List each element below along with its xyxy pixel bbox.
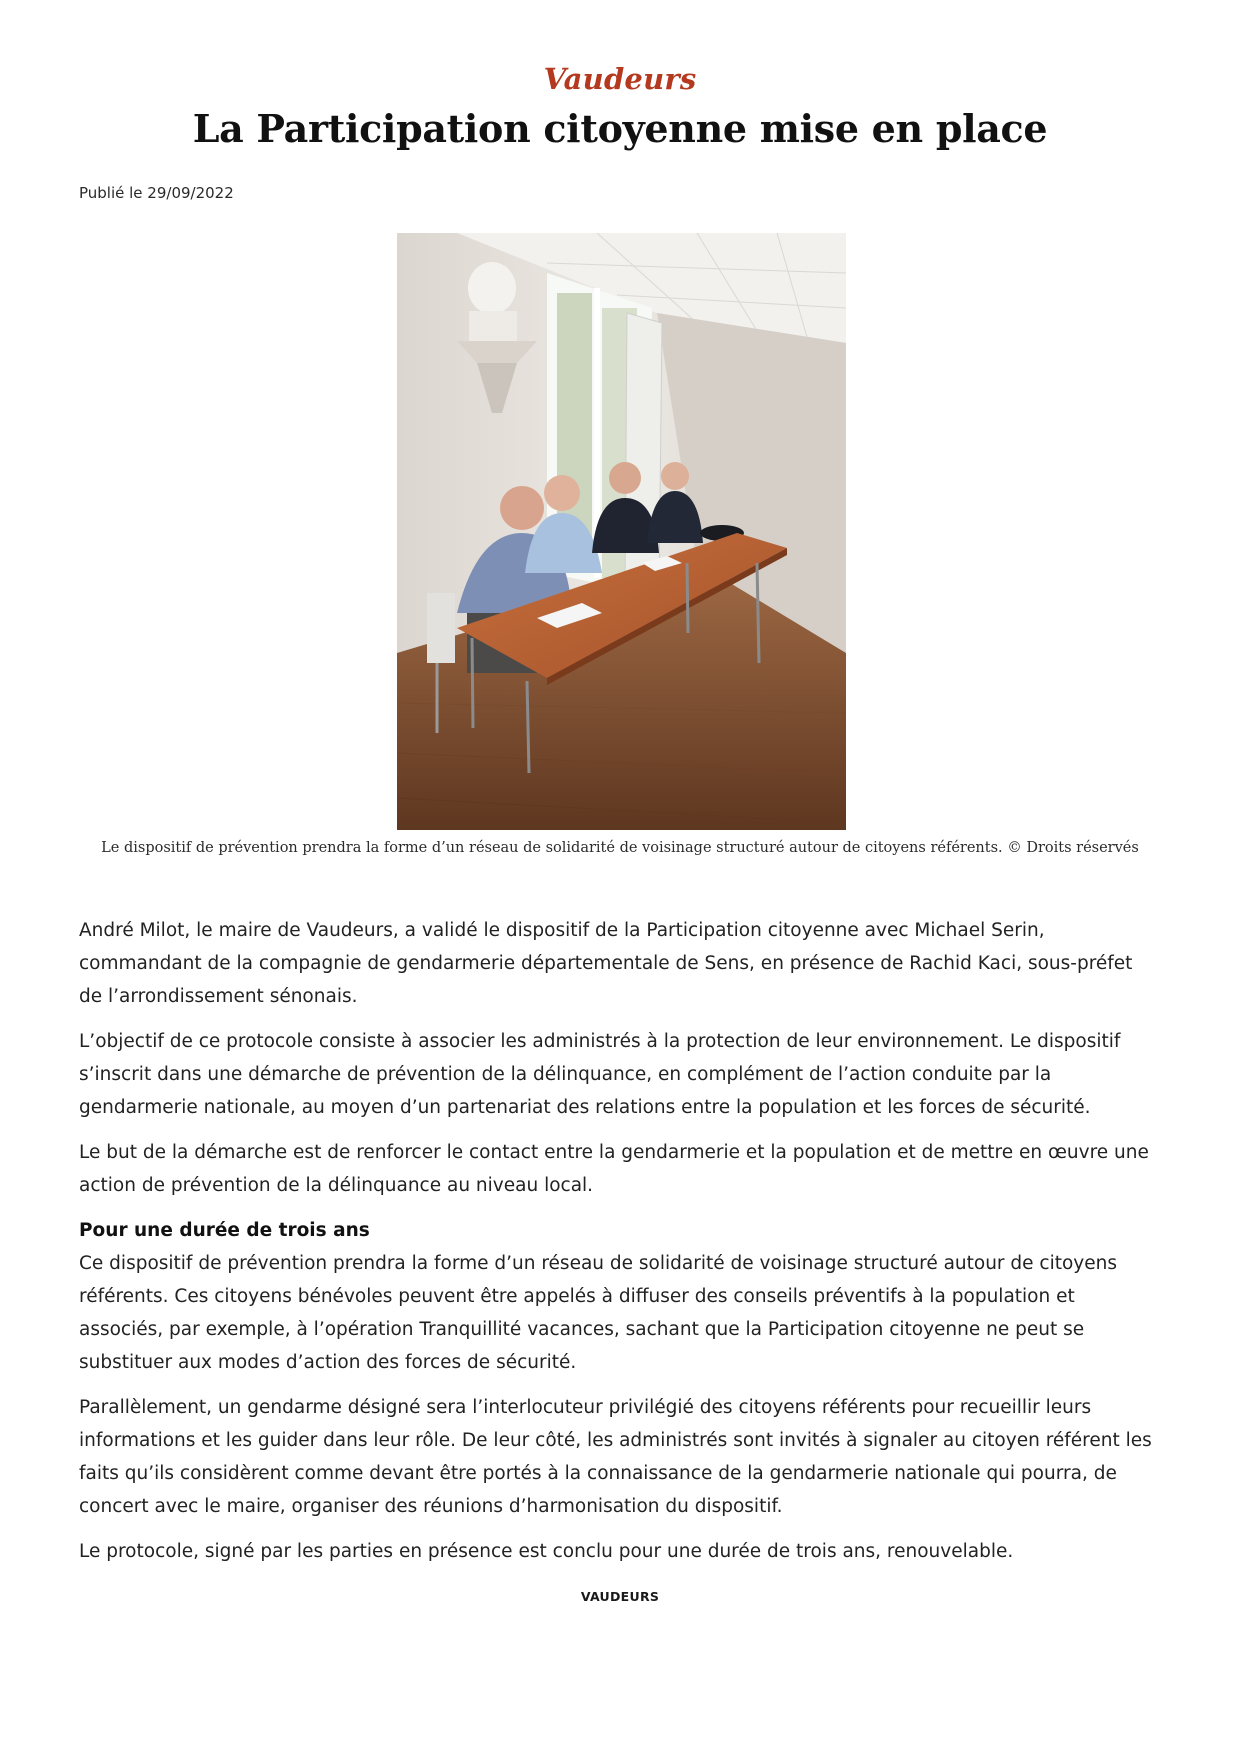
article-body bbox=[79, 914, 1161, 1580]
article-photo bbox=[397, 233, 846, 830]
article-kicker: Vaudeurs bbox=[543, 62, 697, 96]
article-title: La Participation citoyenne mise en place bbox=[192, 106, 1048, 151]
paragraph: Le but de la démarche est de renforcer le contact entre la gendarmerie et la population et de mettre en œuvre une action de prévention de la délinquance au niveau local. bbox=[79, 1142, 1149, 1196]
image-caption: Le dispositif de prévention prendra la forme d’un réseau de solidarité de voisinage structuré autour de citoyens référents. © Droits réservés bbox=[101, 840, 1139, 856]
paragraph: Ce dispositif de prévention prendra la forme d’un réseau de solidarité de voisinage structuré autour de citoyens référents. Ces citoyens bénévoles peuvent être appelés à diffuser des conseils préventifs à la population et associés, par exemple, à l’opération Tranquillité vacances, sachant que la Participation citoyenne ne peut se substituer aux modes d’action des forces de sécurité. bbox=[79, 1253, 1118, 1373]
article-tag[interactable]: VAUDEURS bbox=[580, 1589, 660, 1604]
paragraph: L’objectif de ce protocole consiste à associer les administrés à la protection de leur environnement. Le dispositif s’inscrit dans une démarche de prévention de la délinquance, en complément de l’action conduite par la gendarmerie nationale, au moyen d’un partenariat des relations entre la population et les forces de sécurité. bbox=[79, 1031, 1121, 1118]
subsection bbox=[79, 1214, 1161, 1379]
publication-date: Publié le 29/09/2022 bbox=[79, 184, 234, 202]
paragraph: Parallèlement, un gendarme désigné sera l’interlocuteur privilégié des citoyens référents pour recueillir leurs informations et les guider dans leur rôle. De leur côté, les administrés sont invités à signaler au citoyen référent les faits qu’ils considèrent comme devant être portés à la connaissance de la gendarmerie nationale qui pourra, de concert avec le maire, organiser des réunions d’harmonisation du dispositif. bbox=[79, 1397, 1152, 1517]
paragraph: Le protocole, signé par les parties en présence est conclu pour une durée de trois ans, renouvelable. bbox=[79, 1541, 1014, 1562]
subheading: Pour une durée de trois ans bbox=[79, 1220, 370, 1241]
paragraph: André Milot, le maire de Vaudeurs, a validé le dispositif de la Participation citoyenne avec Michael Serin, commandant de la compagnie de gendarmerie départementale de Sens, en présence de Rachid Kaci, sous-préfet de l’arrondissement sénonais. bbox=[79, 920, 1133, 1007]
